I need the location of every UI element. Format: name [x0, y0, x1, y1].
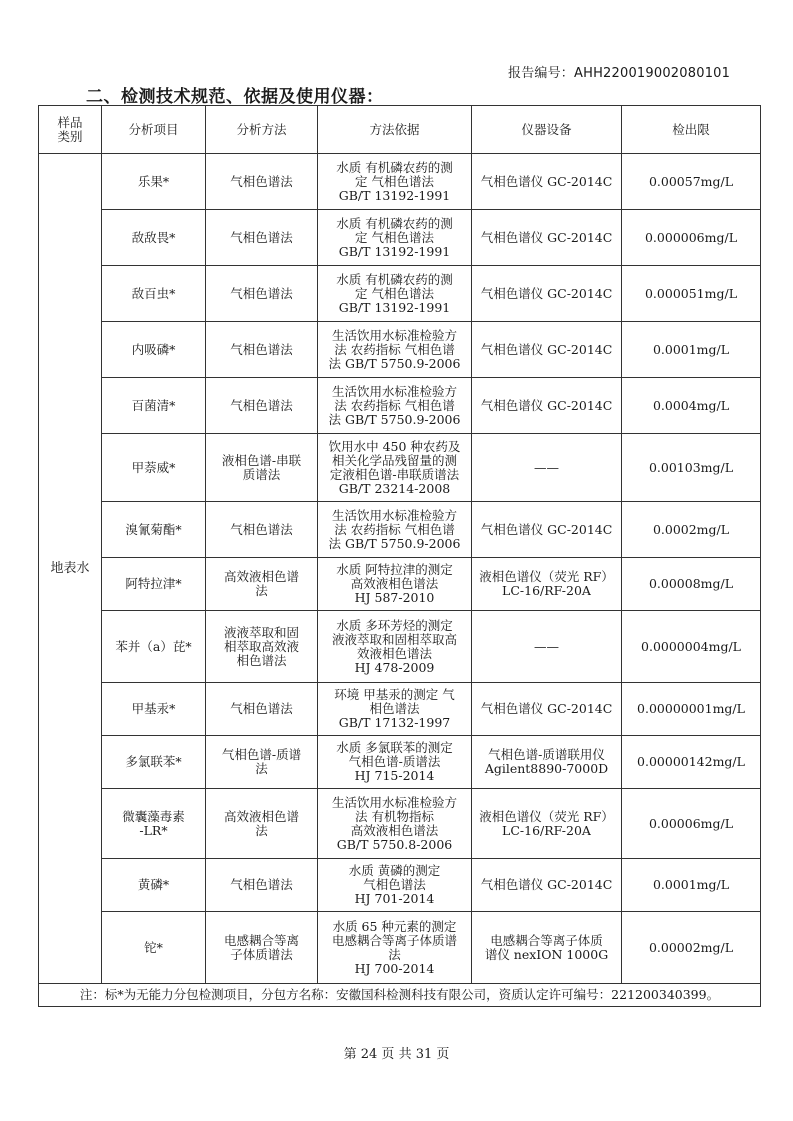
- analysis-item-cell: 乐果*: [102, 154, 206, 210]
- method-basis-cell: 水质 有机磷农药的测 定 气相色谱法 GB/T 13192-1991: [318, 210, 472, 266]
- table-note-row: [39, 984, 761, 1007]
- analysis-item-cell: 阿特拉津*: [102, 558, 206, 611]
- method-basis-cell: 生活饮用水标准检验方 法 农药指标 气相色谱 法 GB/T 5750.9-2006: [318, 322, 472, 378]
- analysis-method-cell: 气相色谱-质谱 法: [206, 736, 318, 789]
- analysis-method-cell: 电感耦合等离 子体质谱法: [206, 912, 318, 984]
- analysis-method-cell: 液相色谱-串联 质谱法: [206, 434, 318, 502]
- method-basis-cell: 生活饮用水标准检验方 法 农药指标 气相色谱 法 GB/T 5750.9-2006: [318, 502, 472, 558]
- table-row: [39, 266, 761, 322]
- instrument-cell: 液相色谱仪（荧光 RF） LC-16/RF-20A: [472, 558, 622, 611]
- analysis-method-cell: 气相色谱法: [206, 378, 318, 434]
- table-row: [39, 322, 761, 378]
- instrument-cell: ——: [472, 611, 622, 683]
- table-row: [39, 912, 761, 984]
- instrument-cell: 气相色谱-质谱联用仪 Agilent8890-7000D: [472, 736, 622, 789]
- instrument-cell: 电感耦合等离子体质 谱仪 nexION 1000G: [472, 912, 622, 984]
- testing-methods-table: [38, 105, 761, 1007]
- instrument-cell: 气相色谱仪 GC-2014C: [472, 210, 622, 266]
- report-number: 报告编号：AHH220019002080101: [508, 66, 731, 81]
- method-basis-cell: 水质 黄磷的测定 气相色谱法 HJ 701-2014: [318, 859, 472, 912]
- method-basis-cell: 水质 阿特拉津的测定 高效液相色谱法 HJ 587-2010: [318, 558, 472, 611]
- analysis-item-cell: 百菌清*: [102, 378, 206, 434]
- detection-limit-cell: 0.00103mg/L: [622, 434, 761, 502]
- method-basis-cell: 水质 有机磷农药的测 定 气相色谱法 GB/T 13192-1991: [318, 154, 472, 210]
- analysis-method-cell: 气相色谱法: [206, 683, 318, 736]
- analysis-method-cell: 高效液相色谱 法: [206, 558, 318, 611]
- table-header-row: [39, 106, 761, 154]
- instrument-cell: 气相色谱仪 GC-2014C: [472, 378, 622, 434]
- col-header-category: 样品 类别: [39, 106, 102, 154]
- section-title: 二、检测技术规范、依据及使用仪器：: [86, 87, 384, 107]
- table-row: [39, 736, 761, 789]
- instrument-cell: 气相色谱仪 GC-2014C: [472, 154, 622, 210]
- detection-limit-cell: 0.00006mg/L: [622, 789, 761, 859]
- page-number: 第 24 页 共 31 页: [343, 1047, 450, 1062]
- analysis-item-cell: 甲基汞*: [102, 683, 206, 736]
- analysis-item-cell: 敌敌畏*: [102, 210, 206, 266]
- col-header-instrument: 仪器设备: [472, 106, 622, 154]
- detection-limit-cell: 0.0001mg/L: [622, 322, 761, 378]
- detection-limit-cell: 0.00002mg/L: [622, 912, 761, 984]
- detection-limit-cell: 0.00008mg/L: [622, 558, 761, 611]
- analysis-item-cell: 苯并（a）芘*: [102, 611, 206, 683]
- analysis-item-cell: 多氯联苯*: [102, 736, 206, 789]
- method-basis-cell: 水质 多氯联苯的测定 气相色谱-质谱法 HJ 715-2014: [318, 736, 472, 789]
- analysis-item-cell: 溴氰菊酯*: [102, 502, 206, 558]
- table-row: [39, 558, 761, 611]
- table-row: [39, 683, 761, 736]
- sample-category-cell: 地表水: [39, 154, 102, 984]
- instrument-cell: 气相色谱仪 GC-2014C: [472, 502, 622, 558]
- col-header-limit: 检出限: [622, 106, 761, 154]
- table-row: [39, 502, 761, 558]
- detection-limit-cell: 0.00000142mg/L: [622, 736, 761, 789]
- analysis-method-cell: 气相色谱法: [206, 502, 318, 558]
- detection-limit-cell: 0.0000004mg/L: [622, 611, 761, 683]
- analysis-method-cell: 气相色谱法: [206, 322, 318, 378]
- instrument-cell: 气相色谱仪 GC-2014C: [472, 322, 622, 378]
- analysis-item-cell: 铊*: [102, 912, 206, 984]
- col-header-item: 分析项目: [102, 106, 206, 154]
- table-row: [39, 154, 761, 210]
- table-row: [39, 434, 761, 502]
- table-row: [39, 378, 761, 434]
- instrument-cell: ——: [472, 434, 622, 502]
- detection-limit-cell: 0.000006mg/L: [622, 210, 761, 266]
- instrument-cell: 气相色谱仪 GC-2014C: [472, 859, 622, 912]
- method-basis-cell: 水质 多环芳烃的测定 液液萃取和固相萃取高 效液相色谱法 HJ 478-2009: [318, 611, 472, 683]
- detection-limit-cell: 0.0001mg/L: [622, 859, 761, 912]
- instrument-cell: 气相色谱仪 GC-2014C: [472, 683, 622, 736]
- analysis-method-cell: 气相色谱法: [206, 210, 318, 266]
- detection-limit-cell: 0.000051mg/L: [622, 266, 761, 322]
- detection-limit-cell: 0.0004mg/L: [622, 378, 761, 434]
- detection-limit-cell: 0.00057mg/L: [622, 154, 761, 210]
- method-basis-cell: 生活饮用水标准检验方 法 有机物指标 高效液相色谱法 GB/T 5750.8-2006: [318, 789, 472, 859]
- table-row: [39, 859, 761, 912]
- instrument-cell: 液相色谱仪（荧光 RF） LC-16/RF-20A: [472, 789, 622, 859]
- analysis-method-cell: 高效液相色谱 法: [206, 789, 318, 859]
- method-basis-cell: 生活饮用水标准检验方 法 农药指标 气相色谱 法 GB/T 5750.9-2006: [318, 378, 472, 434]
- col-header-method: 分析方法: [206, 106, 318, 154]
- analysis-item-cell: 黄磷*: [102, 859, 206, 912]
- table-row: [39, 789, 761, 859]
- method-basis-cell: 水质 有机磷农药的测 定 气相色谱法 GB/T 13192-1991: [318, 266, 472, 322]
- col-header-basis: 方法依据: [318, 106, 472, 154]
- analysis-method-cell: 气相色谱法: [206, 154, 318, 210]
- table-row: [39, 210, 761, 266]
- analysis-method-cell: 液液萃取和固 相萃取高效液 相色谱法: [206, 611, 318, 683]
- table-row: [39, 611, 761, 683]
- analysis-item-cell: 甲萘威*: [102, 434, 206, 502]
- analysis-method-cell: 气相色谱法: [206, 859, 318, 912]
- detection-limit-cell: 0.00000001mg/L: [622, 683, 761, 736]
- analysis-item-cell: 敌百虫*: [102, 266, 206, 322]
- method-basis-cell: 水质 65 种元素的测定 电感耦合等离子体质谱 法 HJ 700-2014: [318, 912, 472, 984]
- analysis-method-cell: 气相色谱法: [206, 266, 318, 322]
- method-basis-cell: 饮用水中 450 种农药及 相关化学品残留量的测 定液相色谱-串联质谱法 GB/T 23214-2008: [318, 434, 472, 502]
- detection-limit-cell: 0.0002mg/L: [622, 502, 761, 558]
- table-note: 注：标*为无能力分包检测项目，分包方名称：安徽国科检测科技有限公司，资质认定许可编号：221200340399。: [39, 984, 761, 1007]
- analysis-item-cell: 内吸磷*: [102, 322, 206, 378]
- analysis-item-cell: 微囊藻毒素 -LR*: [102, 789, 206, 859]
- instrument-cell: 气相色谱仪 GC-2014C: [472, 266, 622, 322]
- method-basis-cell: 环境 甲基汞的测定 气 相色谱法 GB/T 17132-1997: [318, 683, 472, 736]
